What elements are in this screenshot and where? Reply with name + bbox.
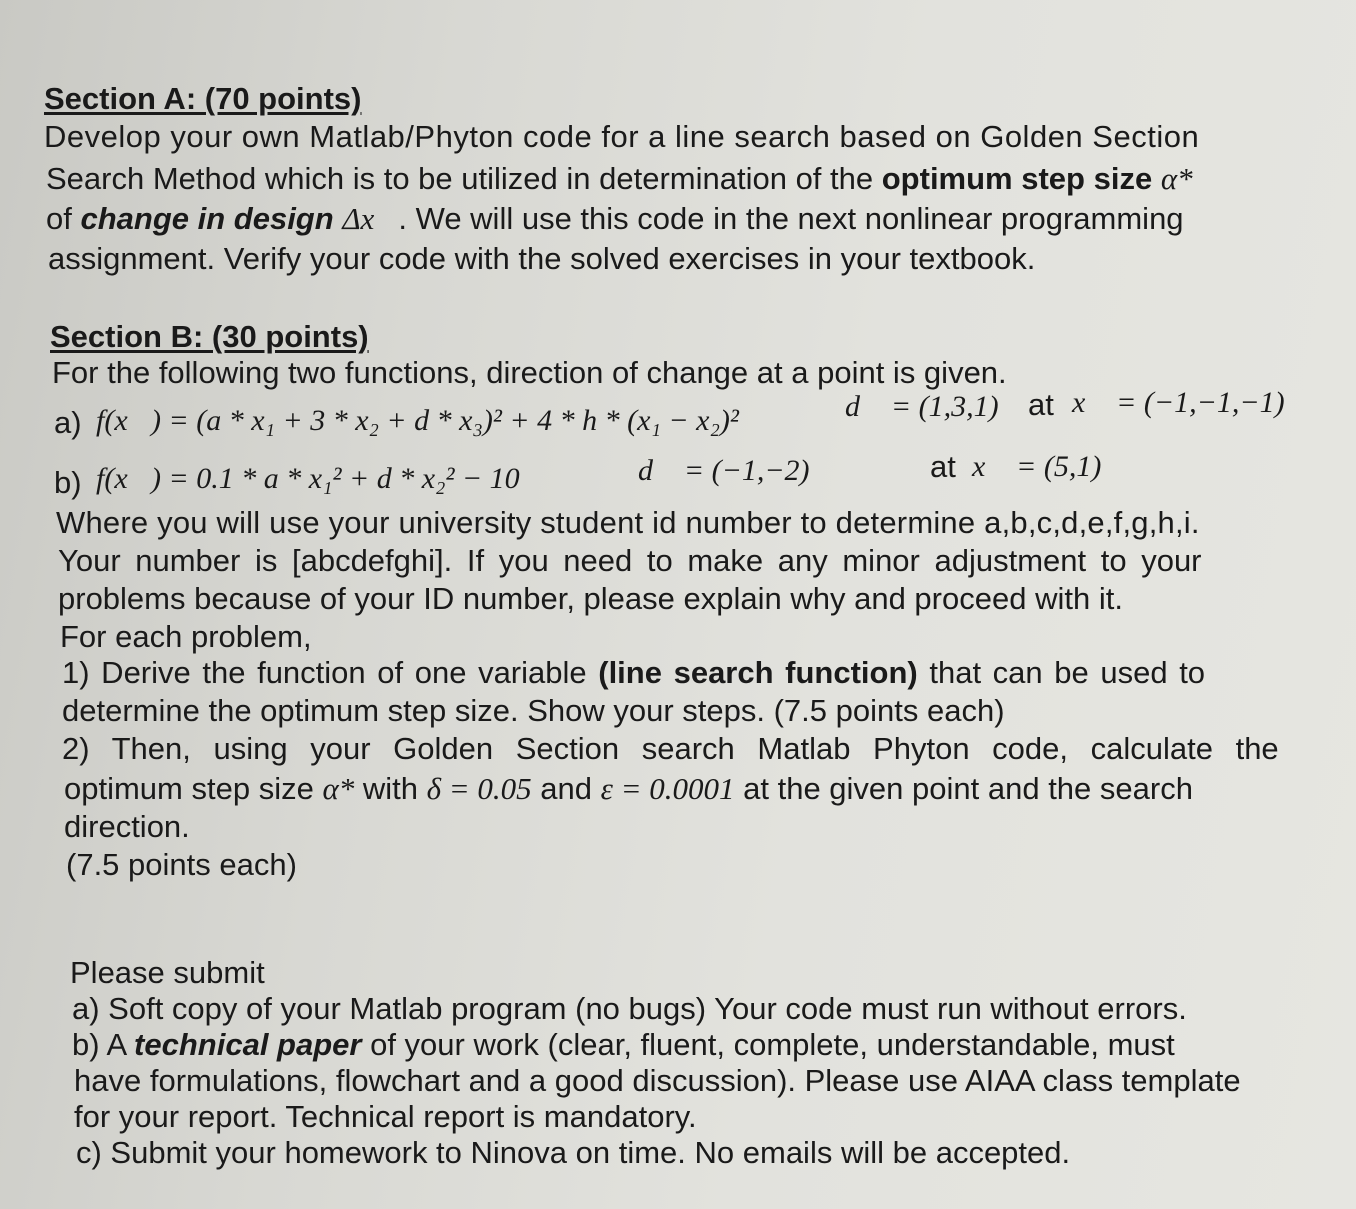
optimum-step-size-bold: optimum step size [881,161,1153,196]
delta-value: δ = 0.05 [426,771,532,806]
section-a-line-3 [46,200,1184,238]
problem-a-at: at [1028,387,1054,422]
problem-step-2-line-3: direction. [64,809,190,844]
problem-b-function: f(x⃗) = 0.1 * a * x₁² + d * x₂² − 10 [96,462,520,495]
step-2-text-a: optimum step size [64,771,323,806]
problem-step-2-points: (7.5 points each) [66,847,297,882]
submit-b-pre: b) A [72,1027,135,1062]
problem-step-1 [62,654,1205,692]
submit-item-c: c) Submit your homework to Ninova on time. No emails will be accepted. [76,1135,1071,1170]
submit-title: Please submit [70,955,265,990]
section-a-line-2 [46,160,1193,198]
submit-b-post: of your work (clear, fluent, complete, understandable, must [361,1027,1175,1062]
where-line-1: Where you will use your university student id number to determine a,b,c,d,e,f,g,h,i. [56,505,1200,540]
step-2-text-d: at the given point and the search [734,771,1193,806]
alpha-star-symbol: α* [1160,161,1193,196]
problem-step-1-line-2: determine the optimum step size. Show your steps. (7.5 points each) [62,693,1005,728]
submit-item-b-line-2: have formulations, flowchart and a good discussion). Please use AIAA class template [74,1063,1241,1098]
section-a-line-3-post: . We will use this code in the next nonlinear programming [398,201,1184,236]
problem-b-direction: d⃗ = (−1,−2) [638,454,810,487]
alpha-star-step-2: α* [322,771,355,806]
problem-b-at: at [930,449,956,484]
submit-item-b-line-3: for your report. Technical report is mandatory. [74,1099,697,1134]
step-2-text-c: and [531,771,601,806]
submit-item-b [72,1026,1175,1064]
section-b-intro: For the following two functions, direction of change at a point is given. [52,355,1007,390]
line-search-function-bold: (line search function) [598,655,918,690]
change-in-design-bold: change in design [80,201,334,236]
for-each-problem: For each problem, [60,619,312,654]
problem-a-point: x⃗ = (−1,−1,−1) [1072,386,1285,419]
section-a-line-4: assignment. Verify your code with the solved exercises in your textbook. [48,241,1036,276]
where-line-2: Your number is [abcdefghi]. If you need to make any minor adjustment to your [58,543,1202,578]
section-a-line-1: Develop your own Matlab/Phyton code for a line search based on Golden Section [44,119,1200,154]
section-a-heading: Section A: (70 points) [44,81,362,116]
problem-step-2: 2) Then, using your Golden Section search Matlab Phyton code, calculate the [62,731,1279,766]
technical-paper-bold: technical paper [134,1027,362,1062]
step-1-pre: 1) Derive the function of one variable [62,655,599,690]
section-b-heading: Section B: (30 points) [50,319,369,354]
problem-b-point: x⃗ = (5,1) [972,450,1102,483]
step-2-text-b: with [354,771,427,806]
problem-a-function: f(x⃗) = (a * x₁ + 3 * x₂ + d * x₃)² + 4 * h * (x₁ − x₂)² [96,404,739,437]
delta-x-symbol: Δx⃗ [342,201,399,236]
problem-a-label: a) [54,405,82,440]
step-1-post: that can be used to [917,655,1206,690]
submit-item-a: a) Soft copy of your Matlab program (no bugs) Your code must run without errors. [72,991,1187,1026]
problem-b-label: b) [54,465,82,500]
epsilon-value: ε = 0.0001 [600,771,735,806]
problem-a-direction: d⃗ = (1,3,1) [845,390,999,423]
where-line-3: problems because of your ID number, please explain why and proceed with it. [58,581,1123,616]
problem-step-2-line-2 [64,770,1193,808]
section-a-line-3-pre: of [46,201,81,236]
section-a-line-2-text: Search Method which is to be utilized in determination of the [46,161,882,196]
